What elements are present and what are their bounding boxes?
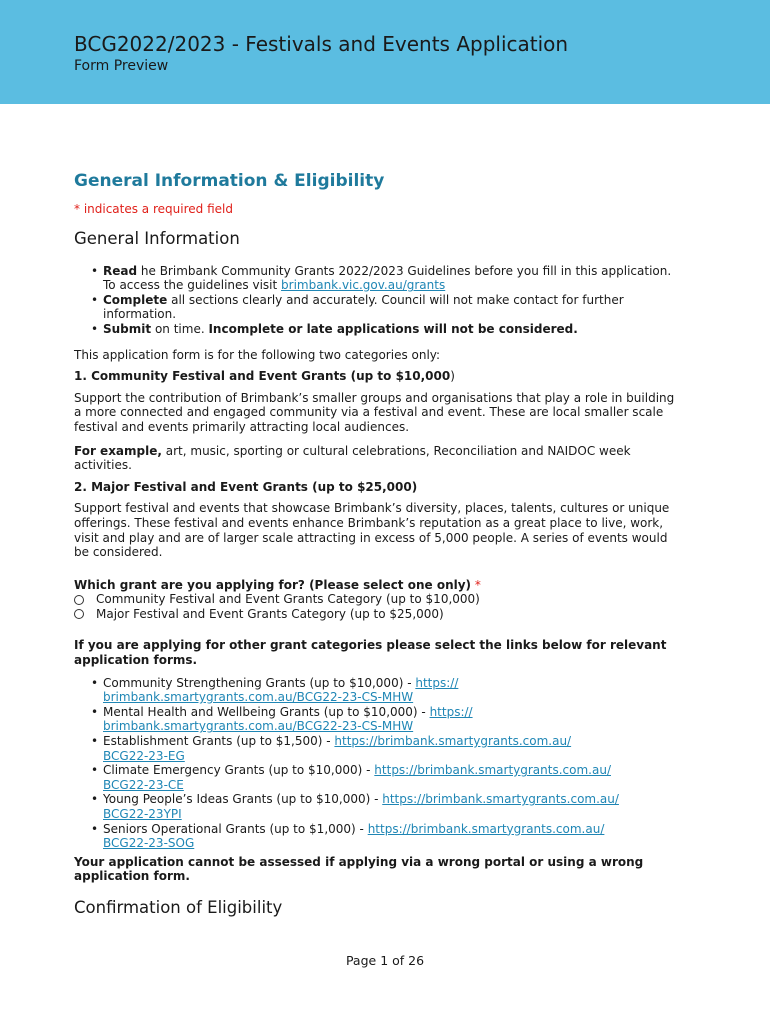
required-note: * indicates a required field <box>74 202 233 216</box>
other-grant-item: • Establishment Grants (up to $1,500) - https://brimbank.smartygrants.com.au/ BCG22-23-EG <box>90 734 684 763</box>
form-title: BCG2022/2023 - Festivals and Events Application <box>74 32 569 56</box>
intro-text: This application form is for the following two categories only: <box>74 347 441 362</box>
grant-link[interactable]: https://brimbank.smartygrants.com.au/ <box>374 763 611 778</box>
grant-link[interactable]: https:// <box>415 675 459 690</box>
category-2-description: Support festival and events that showcase Brimbank’s diversity, places, talents, cultures or unique offerings. These festival and events enhance Brimbank’s reputation as a great place to live, work, visit and play and are of larger scale attracting in excess of 5,000 people. A series of events would be considered. <box>74 501 670 560</box>
instructions-list <box>74 264 684 337</box>
wrong-portal-warning: Your application cannot be assessed if applying via a wrong portal or using a wrong application form. <box>74 854 644 884</box>
instruction-item: • Submit on time. Incomplete or late applications will not be considered. <box>90 322 684 337</box>
category-2-title: 2. Major Festival and Event Grants (up to $25,000) <box>74 479 418 494</box>
grant-link[interactable]: https://brimbank.smartygrants.com.au/ <box>382 792 619 807</box>
other-grant-item: • Young People’s Ideas Grants (up to $10,000) - https://brimbank.smartygrants.com.au/ BCG22-23YPI <box>90 792 684 821</box>
grant-link[interactable]: https://brimbank.smartygrants.com.au/ <box>367 821 605 836</box>
radio-option-major[interactable] <box>74 607 684 622</box>
other-grant-item: • Community Strengthening Grants (up to $10,000) - https:// brimbank.smartygrants.com.au/BCG22-23-CS-MHW <box>90 676 684 705</box>
radio-button-icon[interactable] <box>74 595 84 605</box>
grant-link[interactable]: https:// <box>429 704 473 719</box>
radio-button-icon[interactable] <box>74 609 84 619</box>
guidelines-link[interactable]: brimbank.vic.gov.au/grants <box>281 278 446 293</box>
example-text: For example, art, music, sporting or cultural celebrations, Reconciliation and NAIDOC week activities. <box>74 443 631 473</box>
radio-label: Major Festival and Event Grants Category (up to $25,000) <box>96 606 444 621</box>
grant-question <box>74 578 684 593</box>
category-1-description: Support the contribution of Brimbank’s smaller groups and organisations that play a role in building a more connected and engaged community via a festival and event. These are local smaller scale festival and events primarily attracting local audiences. <box>74 390 675 434</box>
form-subtitle: Form Preview <box>74 58 169 74</box>
grant-link[interactable]: brimbank.smartygrants.com.au/BCG22-23-CS-MHW <box>103 719 414 734</box>
other-grants-title: If you are applying for other grant categories please select the links below for relevant application forms. <box>74 638 667 668</box>
grant-link[interactable]: https://brimbank.smartygrants.com.au/ <box>334 734 572 749</box>
form-content <box>74 170 684 918</box>
other-grant-item: • Climate Emergency Grants (up to $10,000) - https://brimbank.smartygrants.com.au/ BCG22-23-CE <box>90 763 684 792</box>
radio-option-community[interactable] <box>74 592 684 607</box>
grant-link[interactable]: BCG22-23-SOG <box>103 836 195 851</box>
grant-link[interactable]: BCG22-23YPI <box>103 807 182 821</box>
grant-question-label: Which grant are you applying for? (Please select one only) <box>74 577 472 592</box>
section-title: General Information & Eligibility <box>74 171 385 191</box>
page-header <box>0 0 770 104</box>
other-grant-item: • Seniors Operational Grants (up to $1,000) - https://brimbank.smartygrants.com.au/ BCG22-23-SOG <box>90 822 684 851</box>
instruction-item: • Complete all sections clearly and accurately. Council will not make contact for further information. <box>90 293 684 322</box>
grant-link[interactable]: BCG22-23-EG <box>103 748 185 763</box>
radio-label: Community Festival and Event Grants Category (up to $10,000) <box>96 592 480 607</box>
other-grants-list <box>74 676 684 851</box>
general-info-heading: General Information <box>74 228 240 248</box>
required-star: * <box>474 577 481 592</box>
category-1-title: 1. Community Festival and Event Grants (up to $10,000) <box>74 369 455 384</box>
confirmation-heading: Confirmation of Eligibility <box>74 897 283 917</box>
grant-link[interactable]: brimbank.smartygrants.com.au/BCG22-23-CS-MHW <box>103 690 414 705</box>
instruction-item: • Read he Brimbank Community Grants 2022/2023 Guidelines before you fill in this application. To access the guidelines visit brimbank.vic.gov.au/grants <box>90 264 684 293</box>
grant-link[interactable]: BCG22-23-CE <box>103 777 184 792</box>
page-number: Page 1 of 26 <box>345 953 425 968</box>
other-grant-item: • Mental Health and Wellbeing Grants (up to $10,000) - https:// brimbank.smartygrants.com.au/BCG22-23-CS-MHW <box>90 705 684 734</box>
